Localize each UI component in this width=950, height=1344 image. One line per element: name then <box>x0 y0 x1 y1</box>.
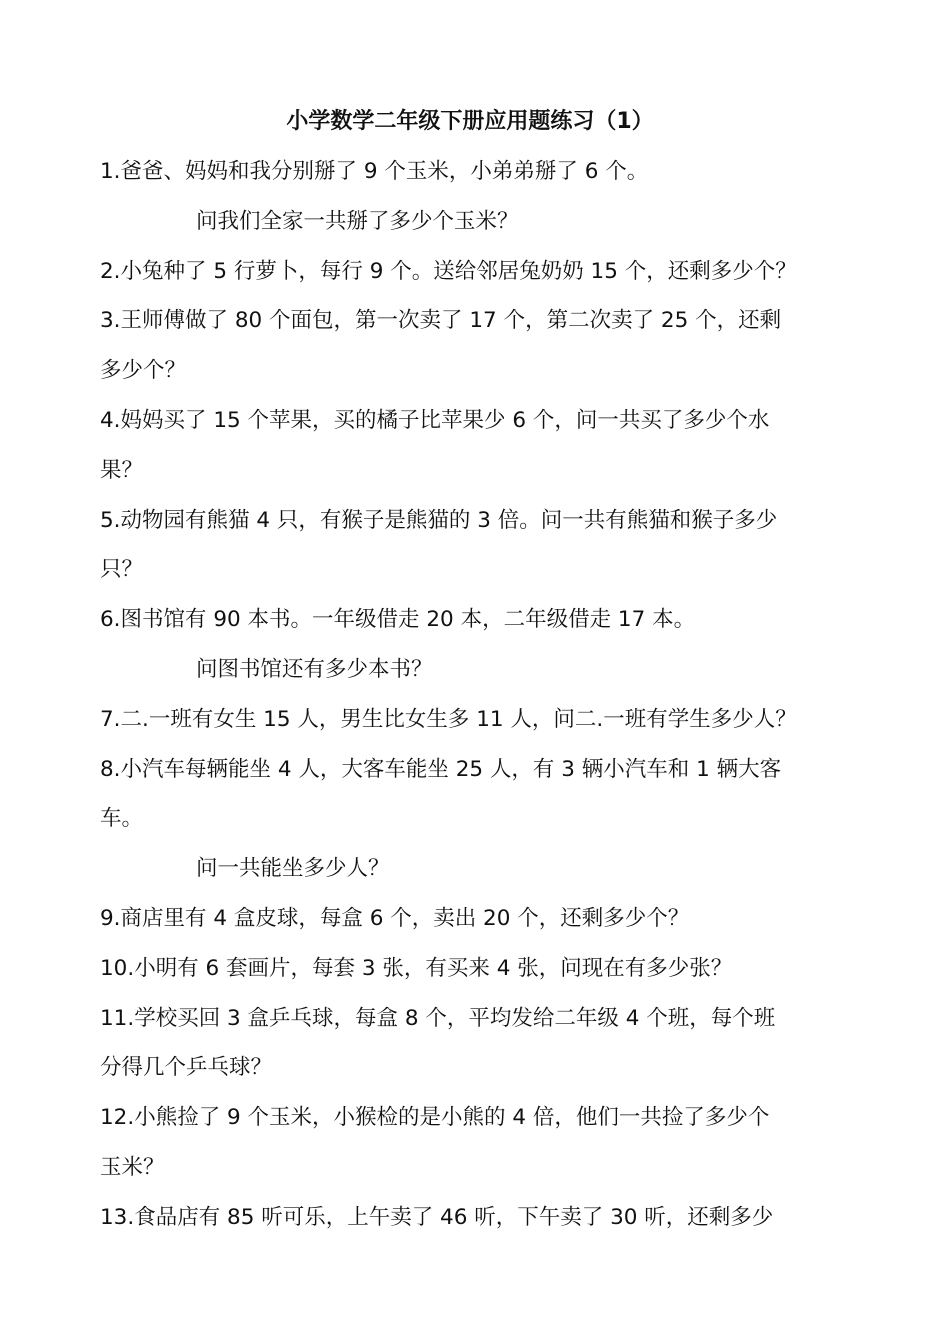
problem-3-line-1: 3.王师傅做了 80 个面包，第一次卖了 17 个，第二次卖了 25 个，还剩 <box>100 308 782 334</box>
problem-2-line-1: 2.小兔种了 5 行萝卜，每行 9 个。送给邻居兔奶奶 15 个，还剩多少个？ <box>100 258 797 284</box>
problem-12-line-1: 12.小熊捡了 9 个玉米，小猴检的是小熊的 4 倍，他们一共捡了多少个 <box>100 1105 770 1131</box>
problem-4-line-2: 果？ <box>100 457 144 483</box>
document-title: 小学数学二年级下册应用题练习（1） <box>286 109 654 134</box>
problem-12-line-2: 玉米？ <box>100 1154 165 1180</box>
problem-10-line-1: 10.小明有 6 套画片，每套 3 张，有买来 4 张，问现在有多少张？ <box>100 955 733 981</box>
problem-1-line-1: 1.爸爸、妈妈和我分别掰了 9 个玉米，小弟弟掰了 6 个。 <box>100 159 649 184</box>
problem-11-line-1: 11.学校买回 3 盒乒乓球，每盒 8 个，平均发给二年级 4 个班，每个班 <box>100 1005 776 1031</box>
problem-7-line-1: 7.二.一班有女生 15 人，男生比女生多 11 人，问二.一班有学生多少人？ <box>100 706 797 732</box>
problem-1-line-2: 问我们全家一共掰了多少个玉米？ <box>196 208 519 234</box>
problem-9-line-1: 9.商店里有 4 盒皮球，每盒 6 个，卖出 20 个，还剩多少个？ <box>100 905 690 931</box>
problem-6-line-1: 6.图书馆有 90 本书。一年级借走 20 本，二年级借走 17 本。 <box>100 607 696 633</box>
problem-5-line-1: 5.动物园有熊猫 4 只，有猴子是熊猫的 3 倍。问一共有熊猫和猴子多少 <box>100 507 778 533</box>
problem-8-line-2: 车。 <box>100 806 144 832</box>
problem-8-line-1: 8.小汽车每辆能坐 4 人，大客车能坐 25 人，有 3 辆小汽车和 1 辆大客 <box>100 756 782 782</box>
problem-3-line-2: 多少个？ <box>100 358 187 384</box>
problem-5-line-2: 只？ <box>100 557 144 583</box>
problem-4-line-1: 4.妈妈买了 15 个苹果，买的橘子比苹果少 6 个，问一共买了多少个水 <box>100 407 770 433</box>
problem-6-line-2: 问图书馆还有多少本书？ <box>196 656 433 682</box>
problem-11-line-2: 分得几个乒乓球？ <box>100 1055 273 1081</box>
problem-8-line-3: 问一共能坐多少人？ <box>196 856 390 882</box>
problem-13-line-1: 13.食品店有 85 听可乐，上午卖了 46 听，下午卖了 30 听，还剩多少 <box>100 1204 774 1230</box>
problem-list <box>100 154 880 1250</box>
